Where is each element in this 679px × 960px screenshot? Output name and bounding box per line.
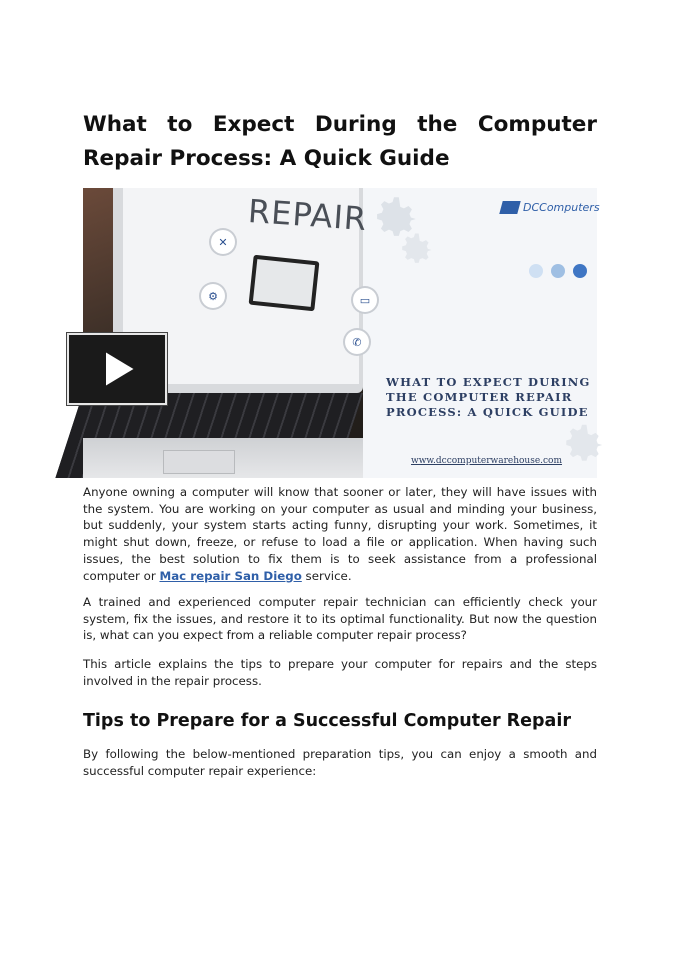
banner-heading-line: WHAT TO EXPECT DURING xyxy=(386,375,591,389)
logo-text: DCComputers xyxy=(523,201,600,214)
paragraph-tips-intro: By following the below-mentioned preparation tips, you can enjoy a smooth and successful computer repair experience: xyxy=(83,747,597,778)
gear-icon xyxy=(393,228,437,272)
paragraph-text: Anyone owning a computer will know that sooner or later, they will have issues with the system. You are working on your computer as usual and minding your business, but suddenly, your system starts acting funny, disrupting your work. Sometimes, it might shut down, freeze, or refuse to load a file or application. When having such issues, the best solution to fix them is to seek assistance from a professional computer or xyxy=(83,485,597,583)
screen-repair-word: REPAIR xyxy=(246,191,369,239)
video-play-button[interactable] xyxy=(67,333,167,405)
paragraph-text: service. xyxy=(301,568,352,583)
banner-heading-line: PROCESS: A QUICK GUIDE xyxy=(386,405,589,419)
banner-url-link[interactable]: www.dccomputerwarehouse.com xyxy=(411,456,563,466)
paragraph-technician: A trained and experienced computer repair technician can efficiently check your system, fix the issues, and restore it to its optimal functionality. But now the question is, what can you expect from a reliable computer repair process? xyxy=(83,595,597,643)
gear-icon: ⚙ xyxy=(201,284,225,308)
laptop-trackpad xyxy=(163,450,235,474)
banner-heading xyxy=(386,375,591,420)
gear-icon xyxy=(555,418,609,472)
paragraph-intro xyxy=(83,484,597,584)
phone-icon: ✆ xyxy=(345,330,369,354)
tools-icon: ✕ xyxy=(211,230,235,254)
slide-dot xyxy=(551,264,565,278)
mac-repair-link[interactable]: Mac repair San Diego xyxy=(159,568,302,583)
page-title: What to Expect During the Computer Repair Process: A Quick Guide xyxy=(83,112,597,171)
banner-heading-line: THE COMPUTER REPAIR xyxy=(386,390,573,404)
slide-dots xyxy=(529,264,587,278)
brand-logo xyxy=(501,201,600,214)
slide-dot xyxy=(573,264,587,278)
play-icon xyxy=(95,347,139,391)
slide-dot xyxy=(529,264,543,278)
printer-icon: ▭ xyxy=(353,288,377,312)
section-heading: Tips to Prepare for a Successful Computer Repair xyxy=(83,711,571,731)
paragraph-overview: This article explains the tips to prepare your computer for repairs and the steps involved in the repair process. xyxy=(83,657,597,688)
logo-laptop-icon xyxy=(499,201,520,214)
monitor-illustration xyxy=(249,255,320,312)
